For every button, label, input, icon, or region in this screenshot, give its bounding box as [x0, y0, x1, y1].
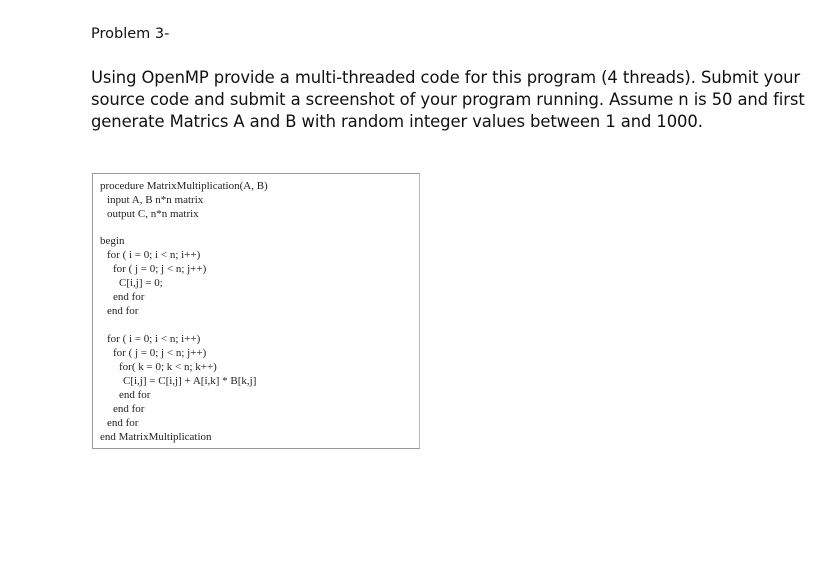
code-line: begin — [100, 235, 125, 247]
code-line: end for — [119, 389, 151, 401]
code-line: for ( j = 0; j < n; j++) — [113, 347, 207, 359]
code-line: for ( i = 0; i < n; i++) — [107, 333, 201, 345]
code-line: C[i,j] = 0; — [119, 277, 163, 289]
problem-title: Problem 3- — [91, 26, 170, 42]
code-line: end for — [107, 305, 139, 317]
code-line: for( k = 0; k < n; k++) — [119, 361, 217, 373]
code-line: C[i,j] = C[i,j] + A[i,k] * B[k,j] — [123, 375, 257, 387]
code-line: end for — [113, 291, 145, 303]
code-line: for ( i = 0; i < n; i++) — [107, 249, 201, 261]
code-line: procedure MatrixMultiplication(A, B) — [100, 180, 268, 192]
code-line: for ( j = 0; j < n; j++) — [113, 263, 207, 275]
code-line: output C, n*n matrix — [107, 208, 199, 220]
description-line: generate Matrics A and B with random integer values between 1 and 1000. — [91, 112, 703, 131]
code-line: end MatrixMultiplication — [100, 431, 212, 443]
code-line: end for — [107, 417, 139, 429]
pseudocode-box — [92, 173, 420, 449]
code-line: input A, B n*n matrix — [107, 194, 204, 206]
description-line: Using OpenMP provide a multi-threaded code for this program (4 threads). Submit your — [91, 68, 801, 87]
code-line: end for — [113, 403, 145, 415]
description-line: source code and submit a screenshot of your program running. Assume n is 50 and first — [91, 90, 805, 109]
problem-description — [91, 67, 805, 133]
